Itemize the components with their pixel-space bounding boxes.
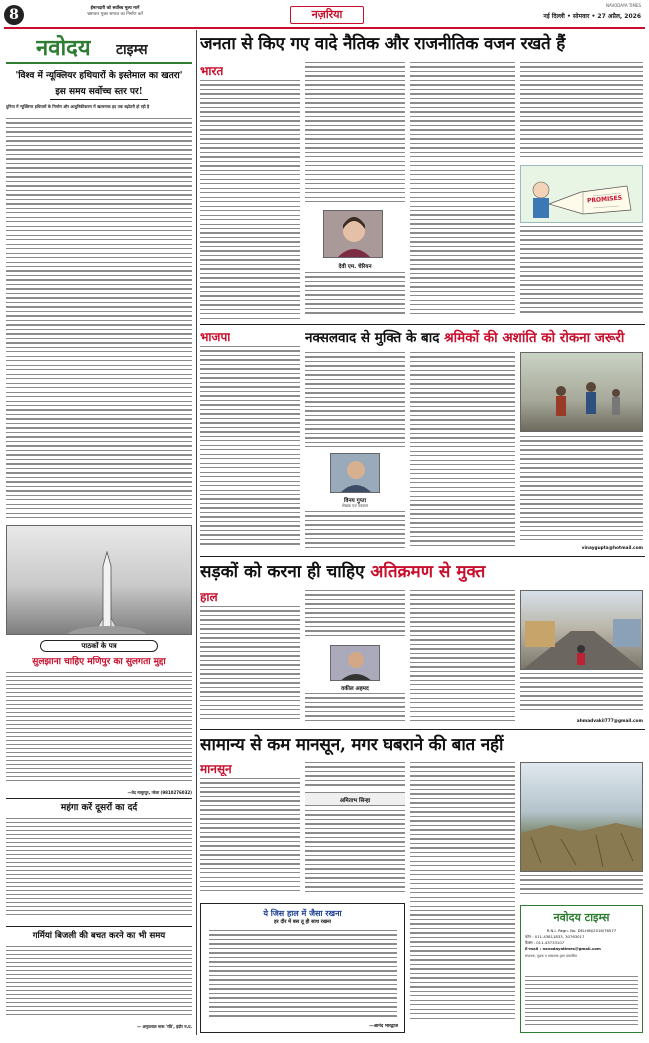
article2-lead-word: भाजपा [200,330,231,344]
top-left-line1: ईमानदारी को सर्वोच्च मूल्य मानें [90,6,140,11]
left-column-divider [196,30,197,1035]
footer-logo: नवोदय टाइम्स [553,911,610,924]
article3-email: ahmadvakil777@gmail.com [576,719,643,724]
poem-title: ये जिस हाल में जैसा रखना [263,908,342,918]
article4-col1 [200,778,300,898]
editorial-body [6,118,192,518]
article1-col3 [410,62,515,320]
footer-phone2: फैक्स : 011-43733107 [525,940,565,945]
article2-author-name: विनय गुप्ता [344,498,366,504]
article1-col4a [520,62,643,162]
article1-author-photo [323,210,383,258]
article3-headline-red: अतिक्रमण से मुक्त [370,562,486,582]
article2-col2a [305,352,405,452]
article2-author-role: लेखक एवं पत्रकार [341,503,369,508]
poem-subtitle: हर दौर में बस तू ही साथ रखना [274,919,331,925]
street-encroachment-icon [521,591,643,670]
article2-col2b [305,511,405,552]
author-portrait-icon [331,454,380,493]
article4-lead-word: मानसून [200,762,232,776]
footer-body [525,976,638,1028]
logo-box [6,34,192,64]
letters-header: पाठकों के पत्र [81,641,117,650]
article3-bottom-rule [200,729,645,730]
footer-note: संपादक, मुद्रक व प्रकाशक द्वारा प्रकाशित [525,954,577,958]
author-portrait-icon [324,211,383,258]
article4-col2b [305,810,405,898]
top-left-line2: भ्रष्टाचार मुक्त समाज का निर्माण करें [87,11,143,17]
letter-divider-2 [6,926,192,927]
poem-box [200,903,405,1033]
article1-col1 [200,80,300,320]
poem-author: —आनंद भारद्वाज [369,1024,398,1029]
letter2-body [6,818,192,923]
article2-headline [305,328,645,348]
article2-headline-black: नक्सलवाद से मुक्ति के बाद [305,330,440,346]
promises-illustration [520,165,643,223]
missile-icon [7,526,192,635]
letter1-signature: —वेद मामूरपुर, नरेला (9810276032) [127,790,192,795]
article3-col2a [305,590,405,642]
editorial-subtitle-underline [50,99,148,100]
article2-col1 [200,346,300,552]
article1-lead-word: भारत [200,64,224,78]
date-line: नई दिल्ली • सोमवार • 27 अप्रैल, 2026 [543,13,641,20]
article3-author-name: वकील अहमद [341,686,369,692]
article3-lead-word: हाल [200,590,218,604]
article2-col4 [520,436,643,546]
footer-phone1: फोन : 011-43811833, 30763017 [525,934,585,939]
article4-headline: सामान्य से कम मानसून, मगर घबराने की बात नहीं [200,735,504,755]
article2-bottom-rule [200,556,645,557]
article4-col3 [410,762,515,1032]
article1-headline: जनता से किए गए वादे नैतिक और राजनीतिक वजन रखते हैं [200,34,566,54]
page-number: 8 [9,7,19,23]
footer-reg: R.N.I. Regn. No. DELHIN/2018/76577 [546,928,617,933]
article2-email: vinaygupta@hotmail.com [581,546,643,551]
article4-author-name: अमिताभ सिन्हा [339,798,371,804]
letter3-title: गर्मियां बिजली की बचत करने का भी समय [32,931,166,941]
missile-photo [6,525,192,635]
author-portrait-icon [331,646,380,681]
article1-author-name: देवी एम. चेरियन [338,264,372,270]
article1-bottom-rule [200,324,645,325]
article1-col2b [305,272,405,320]
editorial-lead: दुनिया में न्यूक्लियर हथियारों के निर्माण और आधुनिकीकरण में खतरनाक हद तक बढ़ोतरी हो रही है [6,104,150,109]
letter1-title: सुलझाना चाहिए मणिपुर का सुलगता मुद्दा [32,657,166,667]
article3-col3 [410,590,515,726]
workers-scene-icon [521,353,643,432]
article2-headline-red: श्रमिकों की अशांति को रोकना जरूरी [444,330,625,346]
dry-field-icon [521,763,643,872]
top-left-strip [40,6,190,17]
article3-col2b [305,693,405,726]
article3-headline [200,560,645,584]
promises-cartoon-icon [521,166,644,224]
promises-tag: PROMISES [586,194,623,205]
article3-col4 [520,673,643,718]
article1-col4b [520,226,643,320]
article1-col2 [305,62,405,207]
article2-worker-photo [520,352,643,432]
article3-street-photo [520,590,643,670]
logo-latin: टाइम्स [116,42,148,58]
article2-author-photo [330,453,380,493]
masthead-rule [4,27,645,29]
editorial-subtitle: इस समय सर्वोच्च स्तर पर! [55,87,143,97]
letter-divider-1 [6,798,192,799]
article3-author-photo [330,645,380,681]
article3-headline-black: सड़कों को करना ही चाहिए [200,562,365,582]
letter2-title: महंगा करें दूसरों का दर्द [60,803,138,813]
article4-landscape-photo [520,762,643,872]
brand-small: NAVODAYA TIMES [605,3,641,8]
section-title: नज़रिया [311,8,343,21]
poem-body [209,930,397,1020]
logo-hindi: नवोदय [36,35,91,61]
footer-email: E-mail : navodayatimes@gmail.com [525,946,601,951]
footer-box [520,905,643,1033]
letter1-body [6,672,192,788]
article4-col2a [305,762,405,790]
article3-col1 [200,606,300,726]
editorial-title: 'विश्व में न्यूक्लियर हथियारों के इस्तेमाल का खतरा' [15,71,183,81]
article4-col4 [520,875,643,900]
article2-col3 [410,352,515,552]
letter3-body [6,946,192,1022]
letter3-signature: — अमृतलाल मारू 'रवि', इंदौर म.प्र. [136,1024,192,1029]
